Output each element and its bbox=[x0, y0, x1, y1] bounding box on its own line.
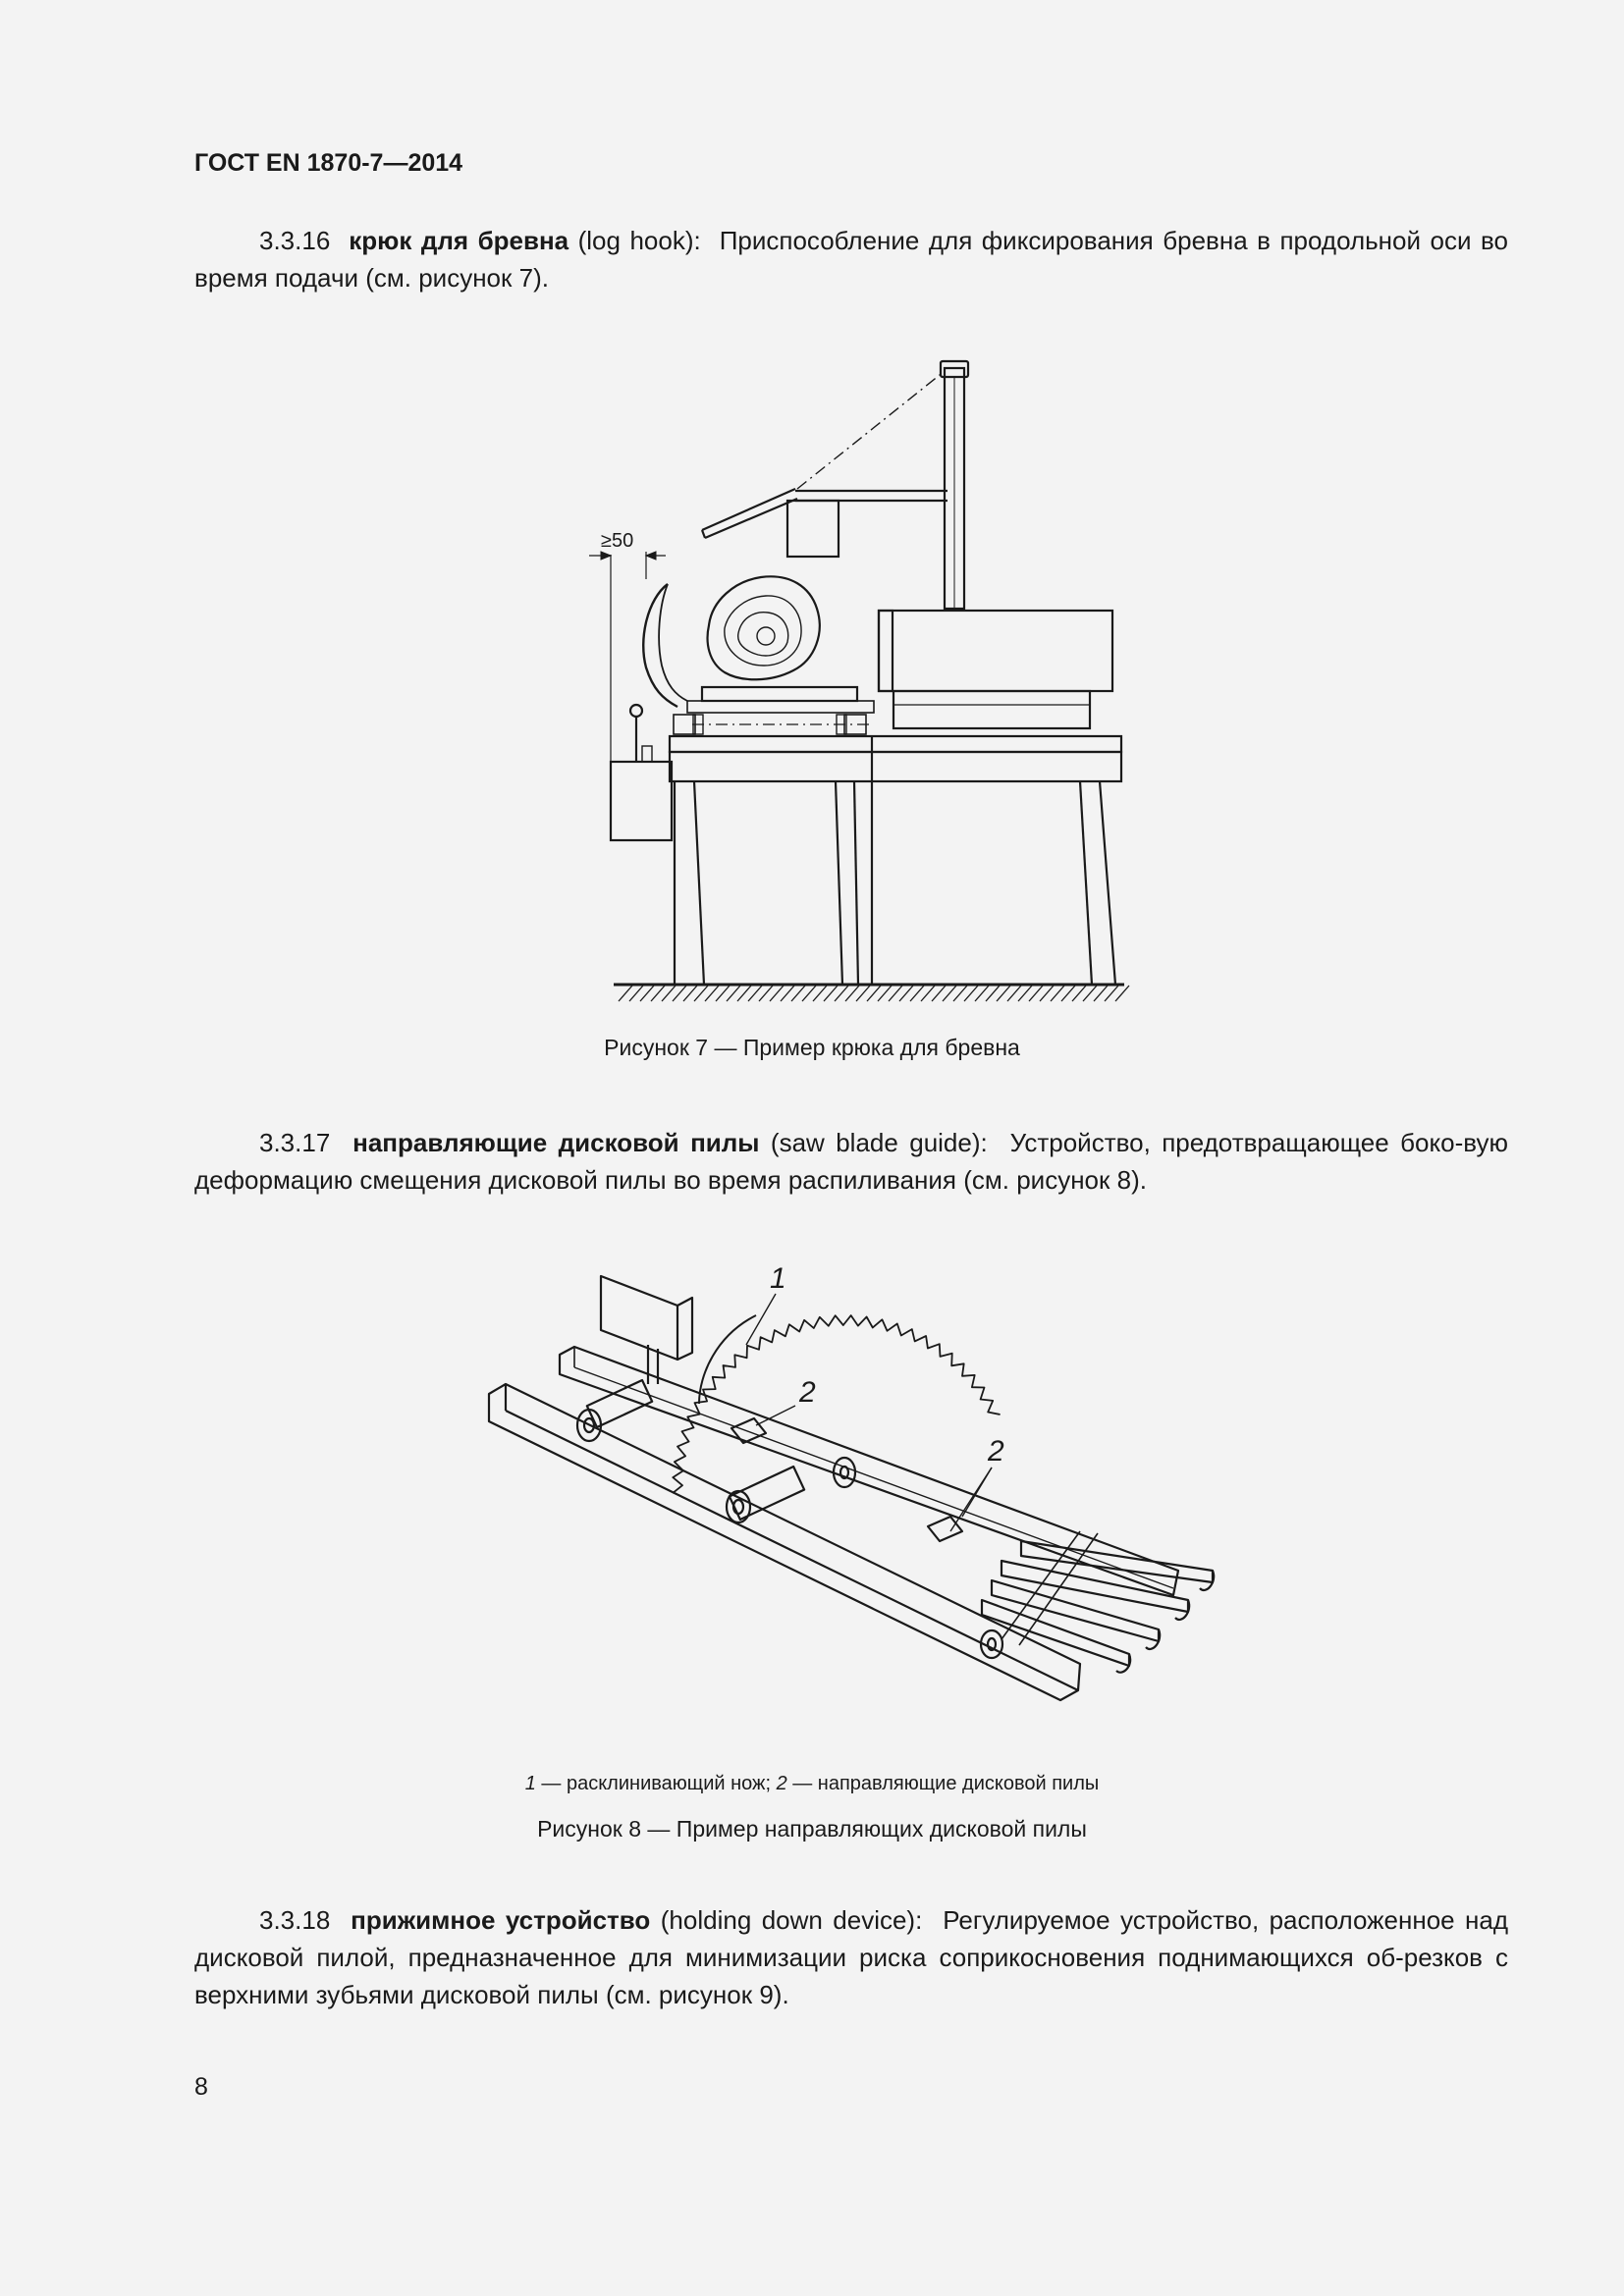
section-english-term: (saw blade guide): bbox=[770, 1128, 988, 1157]
section-text: Устройство, предотвращающее боко-вую деформацию смещения дисковой пилы во время распиливания (см. рисунок 8). bbox=[194, 1128, 1508, 1195]
section-3-3-18 bbox=[194, 1901, 1508, 2013]
section-term: направляющие дисковой пилы bbox=[352, 1128, 760, 1157]
figure-7-caption: Рисунок 7 — Пример крюка для бревна bbox=[604, 1035, 1020, 1060]
section-3-3-16 bbox=[194, 222, 1508, 296]
figure-8-legend bbox=[0, 1773, 1624, 1795]
section-english-term: (holding down device): bbox=[660, 1905, 923, 1935]
document-header: ГОСТ EN 1870-7—2014 bbox=[194, 149, 463, 177]
section-number: 3.3.16 bbox=[259, 226, 331, 255]
section-number: 3.3.18 bbox=[259, 1905, 331, 1935]
section-term: крюк для бревна bbox=[349, 226, 569, 255]
dimension-label: ≥50 bbox=[601, 530, 634, 552]
figure-8-saw-blade-guide-drawing bbox=[471, 1247, 1237, 1737]
section-term: прижимное устройство bbox=[351, 1905, 651, 1935]
figure-7-log-hook-drawing bbox=[589, 348, 1139, 1016]
section-english-term: (log hook): bbox=[577, 226, 701, 255]
callout-2-right: 2 bbox=[988, 1435, 1004, 1468]
section-text: Приспособление для фиксирования бревна в продольной оси во время подачи (см. рисунок 7). bbox=[194, 226, 1508, 293]
callout-1: 1 bbox=[770, 1262, 786, 1295]
legend-num-1: 1 bbox=[524, 1773, 536, 1794]
section-text: Регулируемое устройство, расположенное над дисковой пилой, предназначенное для минимизации риска соприкосновения поднимающихся об-резков с верхними зубьями дисковой пилы (см. рисунок 9). bbox=[194, 1905, 1509, 2009]
legend-text-2: — направляющие дисковой пилы bbox=[786, 1773, 1100, 1794]
legend-num-2: 2 bbox=[776, 1773, 787, 1794]
legend-text-1: — расклинивающий нож; bbox=[535, 1773, 777, 1794]
figure-8-caption: Рисунок 8 — Пример направляющих дисковой пилы bbox=[537, 1816, 1087, 1842]
page-number: 8 bbox=[194, 2073, 208, 2101]
callout-2-left: 2 bbox=[799, 1376, 816, 1409]
section-number: 3.3.17 bbox=[259, 1128, 331, 1157]
section-3-3-17 bbox=[194, 1124, 1508, 1199]
